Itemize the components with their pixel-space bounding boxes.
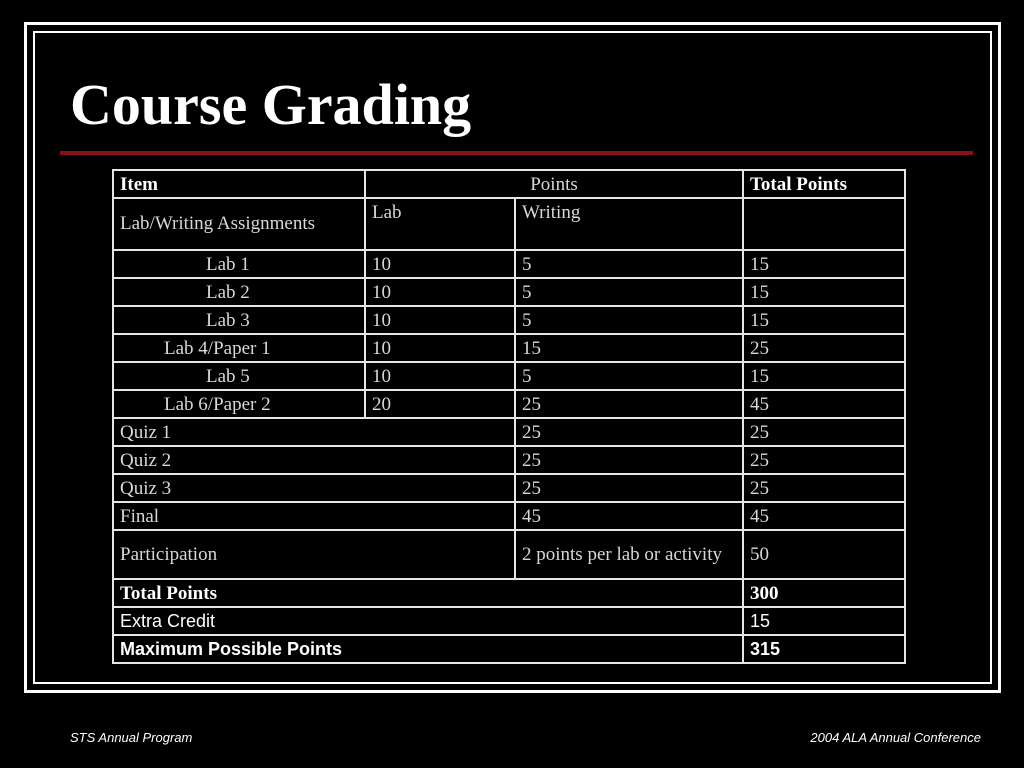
- table-row: [112, 335, 906, 363]
- table-row: [112, 251, 906, 279]
- subheader-writing: Writing: [516, 199, 744, 251]
- row-writing: 5: [516, 363, 744, 391]
- row-total: 25: [744, 475, 906, 503]
- row-item: Lab 6/Paper 2: [112, 391, 366, 419]
- summary-row: [112, 636, 906, 664]
- table-subheader-row: [112, 199, 906, 251]
- row-points: 25: [516, 447, 744, 475]
- summary-item: Total Points: [112, 580, 744, 608]
- row-lab: 10: [366, 307, 516, 335]
- row-writing: 5: [516, 279, 744, 307]
- row-total: 15: [744, 307, 906, 335]
- row-item: Quiz 2: [112, 447, 516, 475]
- row-points: 25: [516, 475, 744, 503]
- row-total: 50: [744, 531, 906, 580]
- row-total: 15: [744, 279, 906, 307]
- row-item: Lab 5: [112, 363, 366, 391]
- row-item: Participation: [112, 531, 516, 580]
- row-item: Quiz 3: [112, 475, 516, 503]
- subheader-item: Lab/Writing Assignments: [112, 199, 366, 251]
- row-total: 25: [744, 447, 906, 475]
- summary-row: [112, 580, 906, 608]
- row-item: Lab 3: [112, 307, 366, 335]
- row-lab: 20: [366, 391, 516, 419]
- table-row: [112, 391, 906, 419]
- table-row: [112, 447, 906, 475]
- row-lab: 10: [366, 335, 516, 363]
- row-total: 45: [744, 503, 906, 531]
- title-divider: [60, 151, 973, 155]
- row-item: Quiz 1: [112, 419, 516, 447]
- row-points: 2 points per lab or activity: [516, 531, 744, 580]
- row-writing: 25: [516, 391, 744, 419]
- slide-title: Course Grading: [70, 72, 472, 137]
- table-row: [112, 363, 906, 391]
- table-row: [112, 503, 906, 531]
- row-lab: 10: [366, 279, 516, 307]
- table-row: [112, 475, 906, 503]
- footer-right-text: 2004 ALA Annual Conference: [810, 730, 981, 745]
- summary-total: 15: [744, 608, 906, 636]
- table-header-row: [112, 169, 906, 199]
- summary-item: Extra Credit: [112, 608, 744, 636]
- row-points: 45: [516, 503, 744, 531]
- header-points: Points: [366, 169, 744, 199]
- row-writing: 5: [516, 307, 744, 335]
- header-total-points: Total Points: [744, 169, 906, 199]
- footer-left-text: STS Annual Program: [70, 730, 193, 745]
- subheader-total: [744, 199, 906, 251]
- row-total: 25: [744, 419, 906, 447]
- row-item: Final: [112, 503, 516, 531]
- table-row: [112, 531, 906, 580]
- row-item: Lab 1: [112, 251, 366, 279]
- grading-table: [112, 169, 906, 664]
- subheader-lab: Lab: [366, 199, 516, 251]
- row-total: 15: [744, 251, 906, 279]
- row-total: 15: [744, 363, 906, 391]
- row-total: 45: [744, 391, 906, 419]
- row-lab: 10: [366, 251, 516, 279]
- row-lab: 10: [366, 363, 516, 391]
- row-points: 25: [516, 419, 744, 447]
- row-writing: 15: [516, 335, 744, 363]
- row-item: Lab 4/Paper 1: [112, 335, 366, 363]
- summary-total: 300: [744, 580, 906, 608]
- row-item: Lab 2: [112, 279, 366, 307]
- row-writing: 5: [516, 251, 744, 279]
- table-row: [112, 419, 906, 447]
- summary-item: Maximum Possible Points: [112, 636, 744, 664]
- table-row: [112, 279, 906, 307]
- row-total: 25: [744, 335, 906, 363]
- summary-total: 315: [744, 636, 906, 664]
- summary-row: [112, 608, 906, 636]
- table-row: [112, 307, 906, 335]
- header-item: Item: [112, 169, 366, 199]
